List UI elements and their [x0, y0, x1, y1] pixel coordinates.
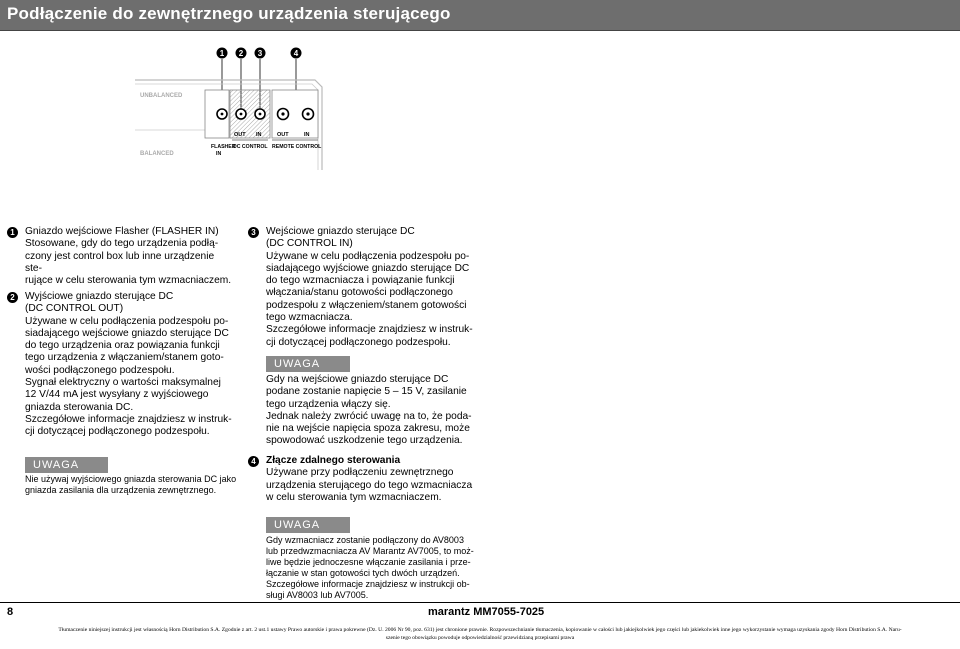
page-title: Podłączenie do zewnętrznego urządzenia sterującego — [7, 4, 451, 23]
warning-1-text — [25, 474, 245, 495]
item-2-title-2: (DC CONTROL OUT) — [25, 303, 124, 315]
warning-3-line: liwe będzie jednoczesne włączanie zasilania i prze- — [266, 557, 471, 567]
item-3-line: włączania/stanu gotowości podłączonego — [266, 287, 453, 299]
item-4 — [248, 455, 478, 504]
warning-2-line: Jednak należy zwrócić uwagę na to, że poda- — [266, 410, 472, 422]
item-2-line: Używane w celu podłączenia podzespołu po- — [25, 315, 229, 327]
legal-notice-line: szenie tego obowiązku powoduje odpowiedzialność przewidzianą przepisami prawa — [385, 635, 575, 641]
rear-panel-diagram — [0, 30, 960, 225]
warning-1-line: Nie używaj wyjściowego gniazda sterowania DC jako — [25, 474, 237, 484]
svg-text:4: 4 — [293, 49, 299, 58]
item-3-line: Szczegółowe informacje znajdziesz w instruk- — [266, 324, 473, 336]
item-4-line: w celu sterowania tym wzmacniaczem. — [266, 491, 442, 503]
svg-text:IN: IN — [256, 132, 262, 138]
legal-notice — [0, 626, 960, 642]
warning-3-line: lub przedwzmacniacza AV Marantz AV7005, to moż- — [266, 546, 474, 556]
rear-panel-drawing — [0, 30, 960, 225]
item-3-number: 3 — [248, 227, 259, 238]
warning-2-line: podane zostanie napięcie 5 – 15 V, zasilanie — [266, 386, 467, 398]
warning-2-line: Gdy na wejściowe gniazdo sterujące DC — [266, 374, 449, 385]
svg-text:FLASHER: FLASHER — [211, 144, 236, 150]
warning-2-text — [266, 374, 481, 448]
item-3 — [248, 226, 478, 349]
svg-text:IN: IN — [216, 151, 222, 157]
item-2-line: 12 V/44 mA jest wysyłany z wyjściowego — [25, 389, 209, 401]
item-2-title: Wyjściowe gniazdo sterujące DC — [25, 291, 174, 302]
callout-1 — [217, 48, 228, 59]
item-3-line: Używane w celu podłączenia podzespołu po- — [266, 250, 470, 262]
callout-3 — [255, 48, 266, 59]
warning-3-line: Szczegółowe informacje znajdziesz w instrukcji ob- — [266, 579, 470, 589]
warning-3-line: sługi AV8003 lub AV7005. — [266, 590, 369, 600]
dc-control-in-jack — [255, 109, 265, 119]
item-2-line: siadającego wejściowe gniazdo sterujące DC — [25, 327, 229, 339]
dc-control-out-jack — [236, 109, 246, 119]
warning-label-2: UWAGA — [266, 356, 350, 372]
item-1-number: 1 — [7, 227, 18, 238]
warning-1-line: gniazda zasilania dla urządzenia zewnętrznego. — [25, 484, 217, 495]
item-4-line: Używane przy podłączeniu zewnętrznego — [266, 467, 454, 479]
item-4-line: urządzenia sterującego do tego wzmacniacza — [266, 479, 473, 491]
model-name: marantz MM7055-7025 — [428, 606, 545, 618]
svg-text:DC CONTROL: DC CONTROL — [233, 144, 268, 150]
legal-notice-line: Tłumaczenie niniejszej instrukcji jest własnością Horn Distribution S.A. Zgodnie z art. 2 ust.1 ustawy Prawo autorskie i prawa pokrewne (Dz. U. 2006 Nr 90, poz. 631) jest chronione prawnie. Rozpowszechnianie tłumaczenia, kopiowanie w całości lub jakiejkolwiek jego części lub jakiekolwiek inne jego wykorzystanie wymaga uzyskania zgody Horn Distribution S.A. Naru- — [58, 627, 902, 633]
item-3-line: tego wzmacniacza. — [266, 312, 353, 324]
flasher-in-jack — [217, 109, 227, 119]
svg-text:UNBALANCED: UNBALANCED — [140, 93, 183, 99]
callout-2 — [236, 48, 247, 59]
warning-2-line: spowodować uszkodzenie tego urządzenia. — [266, 435, 463, 447]
item-3-line: siadającego wyjściowe gniazdo sterujące DC — [266, 262, 470, 274]
svg-text:3: 3 — [257, 49, 263, 58]
item-1 — [7, 226, 232, 287]
item-2-line: do tego urządzenia oraz powiązania funkcji — [25, 340, 220, 352]
item-2-number: 2 — [7, 292, 18, 303]
item-4-title: Złącze zdalnego sterowania — [266, 455, 401, 466]
svg-text:OUT: OUT — [234, 132, 246, 138]
item-1-line: rujące w celu sterowania tym wzmacniaczem. — [25, 275, 232, 287]
svg-text:REMOTE CONTROL: REMOTE CONTROL — [272, 144, 322, 150]
item-2-line: gniazda sterowania DC. — [25, 401, 134, 413]
item-3-line: do tego wzmacniacza i powiązanie funkcji — [266, 275, 455, 287]
item-2-line: Szczegółowe informacje znajdziesz w instruk- — [25, 413, 232, 425]
page-header — [0, 0, 960, 31]
item-2 — [7, 291, 232, 439]
item-3-line: podzespołu z włączeniem/stanem gotowości — [266, 299, 467, 311]
warning-2-line: nie na wejście napięcia spoza zakresu, może — [266, 423, 470, 435]
remote-control-in-jack — [303, 109, 314, 120]
warning-3-line: Gdy wzmacniacz zostanie podłączony do AV8003 — [266, 535, 464, 545]
warning-label-1: UWAGA — [25, 457, 108, 473]
item-1-line: czony jest control box lub inne urządzenie ste- — [25, 250, 215, 274]
item-2-line: cji dotyczącej podłączonego podzespołu. — [25, 426, 210, 438]
item-4-number: 4 — [248, 456, 259, 467]
item-3-title: Wejściowe gniazdo sterujące DC — [266, 226, 415, 237]
item-2-line: wości podłączonego podzespołu. — [25, 364, 175, 376]
svg-text:OUT: OUT — [277, 132, 289, 138]
svg-text:IN: IN — [304, 132, 310, 138]
item-3-line: cji dotyczącej podłączonego podzespołu. — [266, 336, 451, 348]
item-3-title-2: (DC CONTROL IN) — [266, 238, 353, 250]
warning-2-line: tego urządzenia włączy się. — [266, 398, 391, 410]
warning-label-3: UWAGA — [266, 517, 350, 533]
item-1-line: Stosowane, gdy do tego urządzenia podłą- — [25, 238, 219, 250]
footer-divider — [0, 602, 960, 603]
callout-4 — [291, 48, 302, 59]
svg-text:2: 2 — [238, 49, 244, 58]
svg-text:1: 1 — [219, 49, 225, 58]
warning-3-line: łączanie w stan gotowości tych dwóch urządzeń. — [266, 568, 460, 578]
item-1-title: Gniazdo wejściowe Flasher (FLASHER IN) — [25, 226, 219, 237]
page-number: 8 — [7, 606, 14, 618]
remote-control-out-jack — [278, 109, 289, 120]
svg-text:BALANCED: BALANCED — [140, 151, 174, 157]
warning-3-text — [266, 535, 481, 601]
item-2-line: tego urządzenia z włączaniem/stanem goto- — [25, 352, 224, 364]
item-2-line: Sygnał elektryczny o wartości maksymalnej — [25, 377, 221, 389]
